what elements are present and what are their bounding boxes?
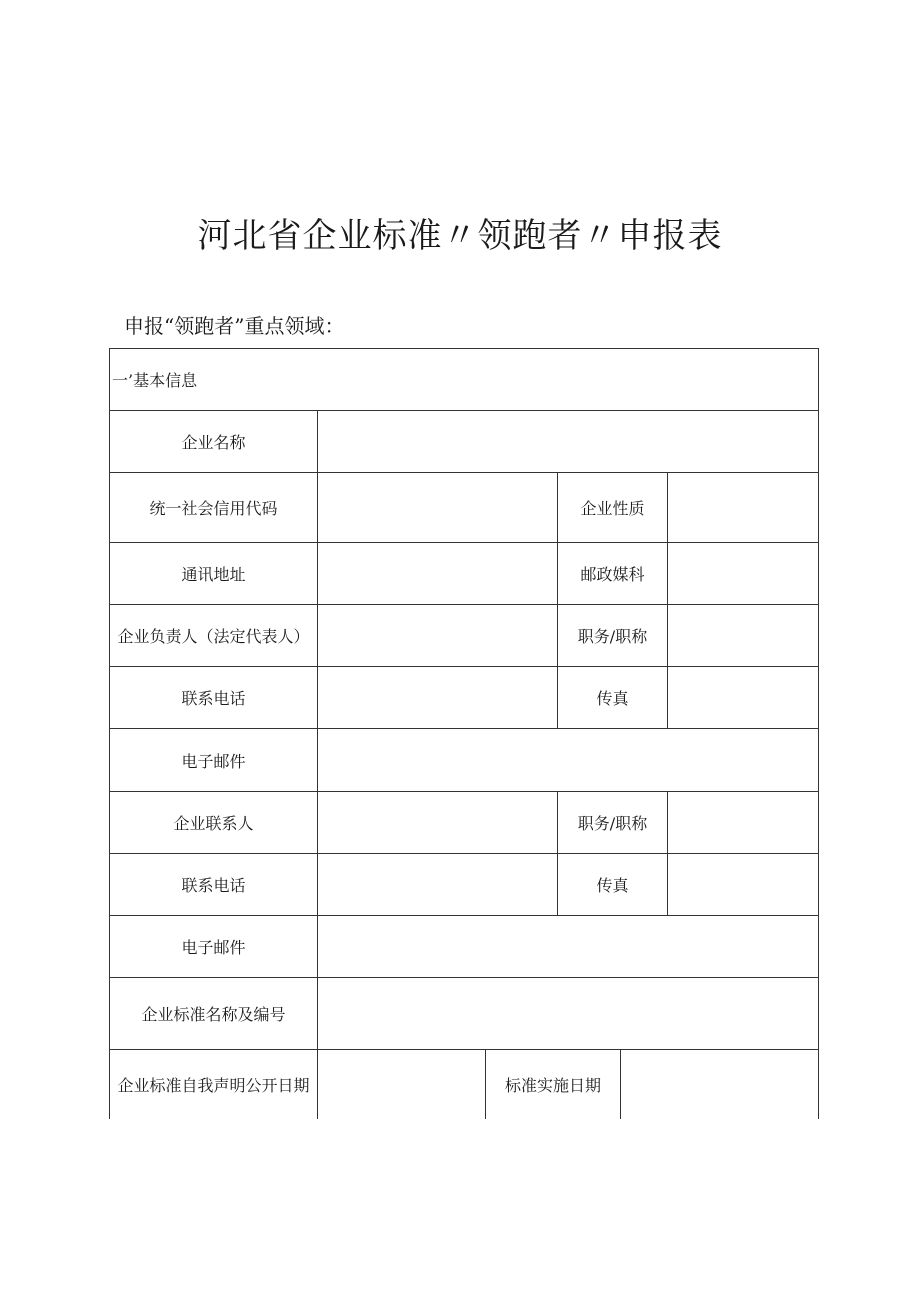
table-row bbox=[109, 978, 819, 1050]
representative-title-label: 职务/职称 bbox=[557, 605, 667, 666]
company-name-label: 企业名称 bbox=[109, 411, 317, 472]
contact-fax-field[interactable] bbox=[667, 854, 819, 915]
table-row bbox=[109, 729, 819, 792]
legal-representative-label: 企业负责人（法定代表人） bbox=[109, 605, 317, 666]
contact-fax-label: 传真 bbox=[557, 854, 667, 915]
phone-label: 联系电话 bbox=[109, 667, 317, 728]
contact-phone-field[interactable] bbox=[317, 854, 557, 915]
contact-person-label: 企业联系人 bbox=[109, 792, 317, 853]
table-row bbox=[109, 411, 819, 473]
application-form-table bbox=[109, 348, 819, 1119]
implementation-date-label: 标准实施日期 bbox=[485, 1050, 620, 1119]
section-row bbox=[109, 348, 819, 411]
contact-phone-label: 联系电话 bbox=[109, 854, 317, 915]
table-row bbox=[109, 667, 819, 729]
credit-code-field[interactable] bbox=[317, 473, 557, 542]
table-row bbox=[109, 473, 819, 543]
postal-code-label: 邮政媒科 bbox=[557, 543, 667, 604]
phone-field[interactable] bbox=[317, 667, 557, 728]
form-title: 河北省企业标准〃领跑者〃申报表 bbox=[197, 216, 723, 256]
standard-name-field[interactable] bbox=[317, 978, 819, 1049]
standard-name-label: 企业标准名称及编号 bbox=[109, 978, 317, 1049]
table-row bbox=[109, 543, 819, 605]
contact-title-field[interactable] bbox=[667, 792, 819, 853]
table-row bbox=[109, 916, 819, 978]
table-row bbox=[109, 1050, 819, 1119]
table-row bbox=[109, 854, 819, 916]
credit-code-label: 统一社会信用代码 bbox=[109, 473, 317, 542]
contact-email-label: 电子邮件 bbox=[109, 916, 317, 977]
fax-field[interactable] bbox=[667, 667, 819, 728]
representative-title-field[interactable] bbox=[667, 605, 819, 666]
email-label: 电子邮件 bbox=[109, 729, 317, 791]
address-field[interactable] bbox=[317, 543, 557, 604]
contact-email-field[interactable] bbox=[317, 916, 819, 977]
address-label: 通讯地址 bbox=[109, 543, 317, 604]
contact-person-field[interactable] bbox=[317, 792, 557, 853]
company-name-field[interactable] bbox=[317, 411, 819, 472]
implementation-date-field[interactable] bbox=[620, 1050, 819, 1119]
contact-title-label: 职务/职称 bbox=[557, 792, 667, 853]
table-row bbox=[109, 605, 819, 667]
declaration-date-label: 企业标准自我声明公开日期 bbox=[109, 1050, 317, 1119]
company-type-label: 企业性质 bbox=[557, 473, 667, 542]
declaration-date-field[interactable] bbox=[317, 1050, 485, 1119]
postal-code-field[interactable] bbox=[667, 543, 819, 604]
field-of-application-label: 申报“领跑者”重点领域： bbox=[124, 314, 345, 338]
company-type-field[interactable] bbox=[667, 473, 819, 542]
section-heading: 一’基本信息 bbox=[109, 349, 819, 410]
legal-representative-field[interactable] bbox=[317, 605, 557, 666]
fax-label: 传真 bbox=[557, 667, 667, 728]
table-row bbox=[109, 792, 819, 854]
email-field[interactable] bbox=[317, 729, 819, 791]
